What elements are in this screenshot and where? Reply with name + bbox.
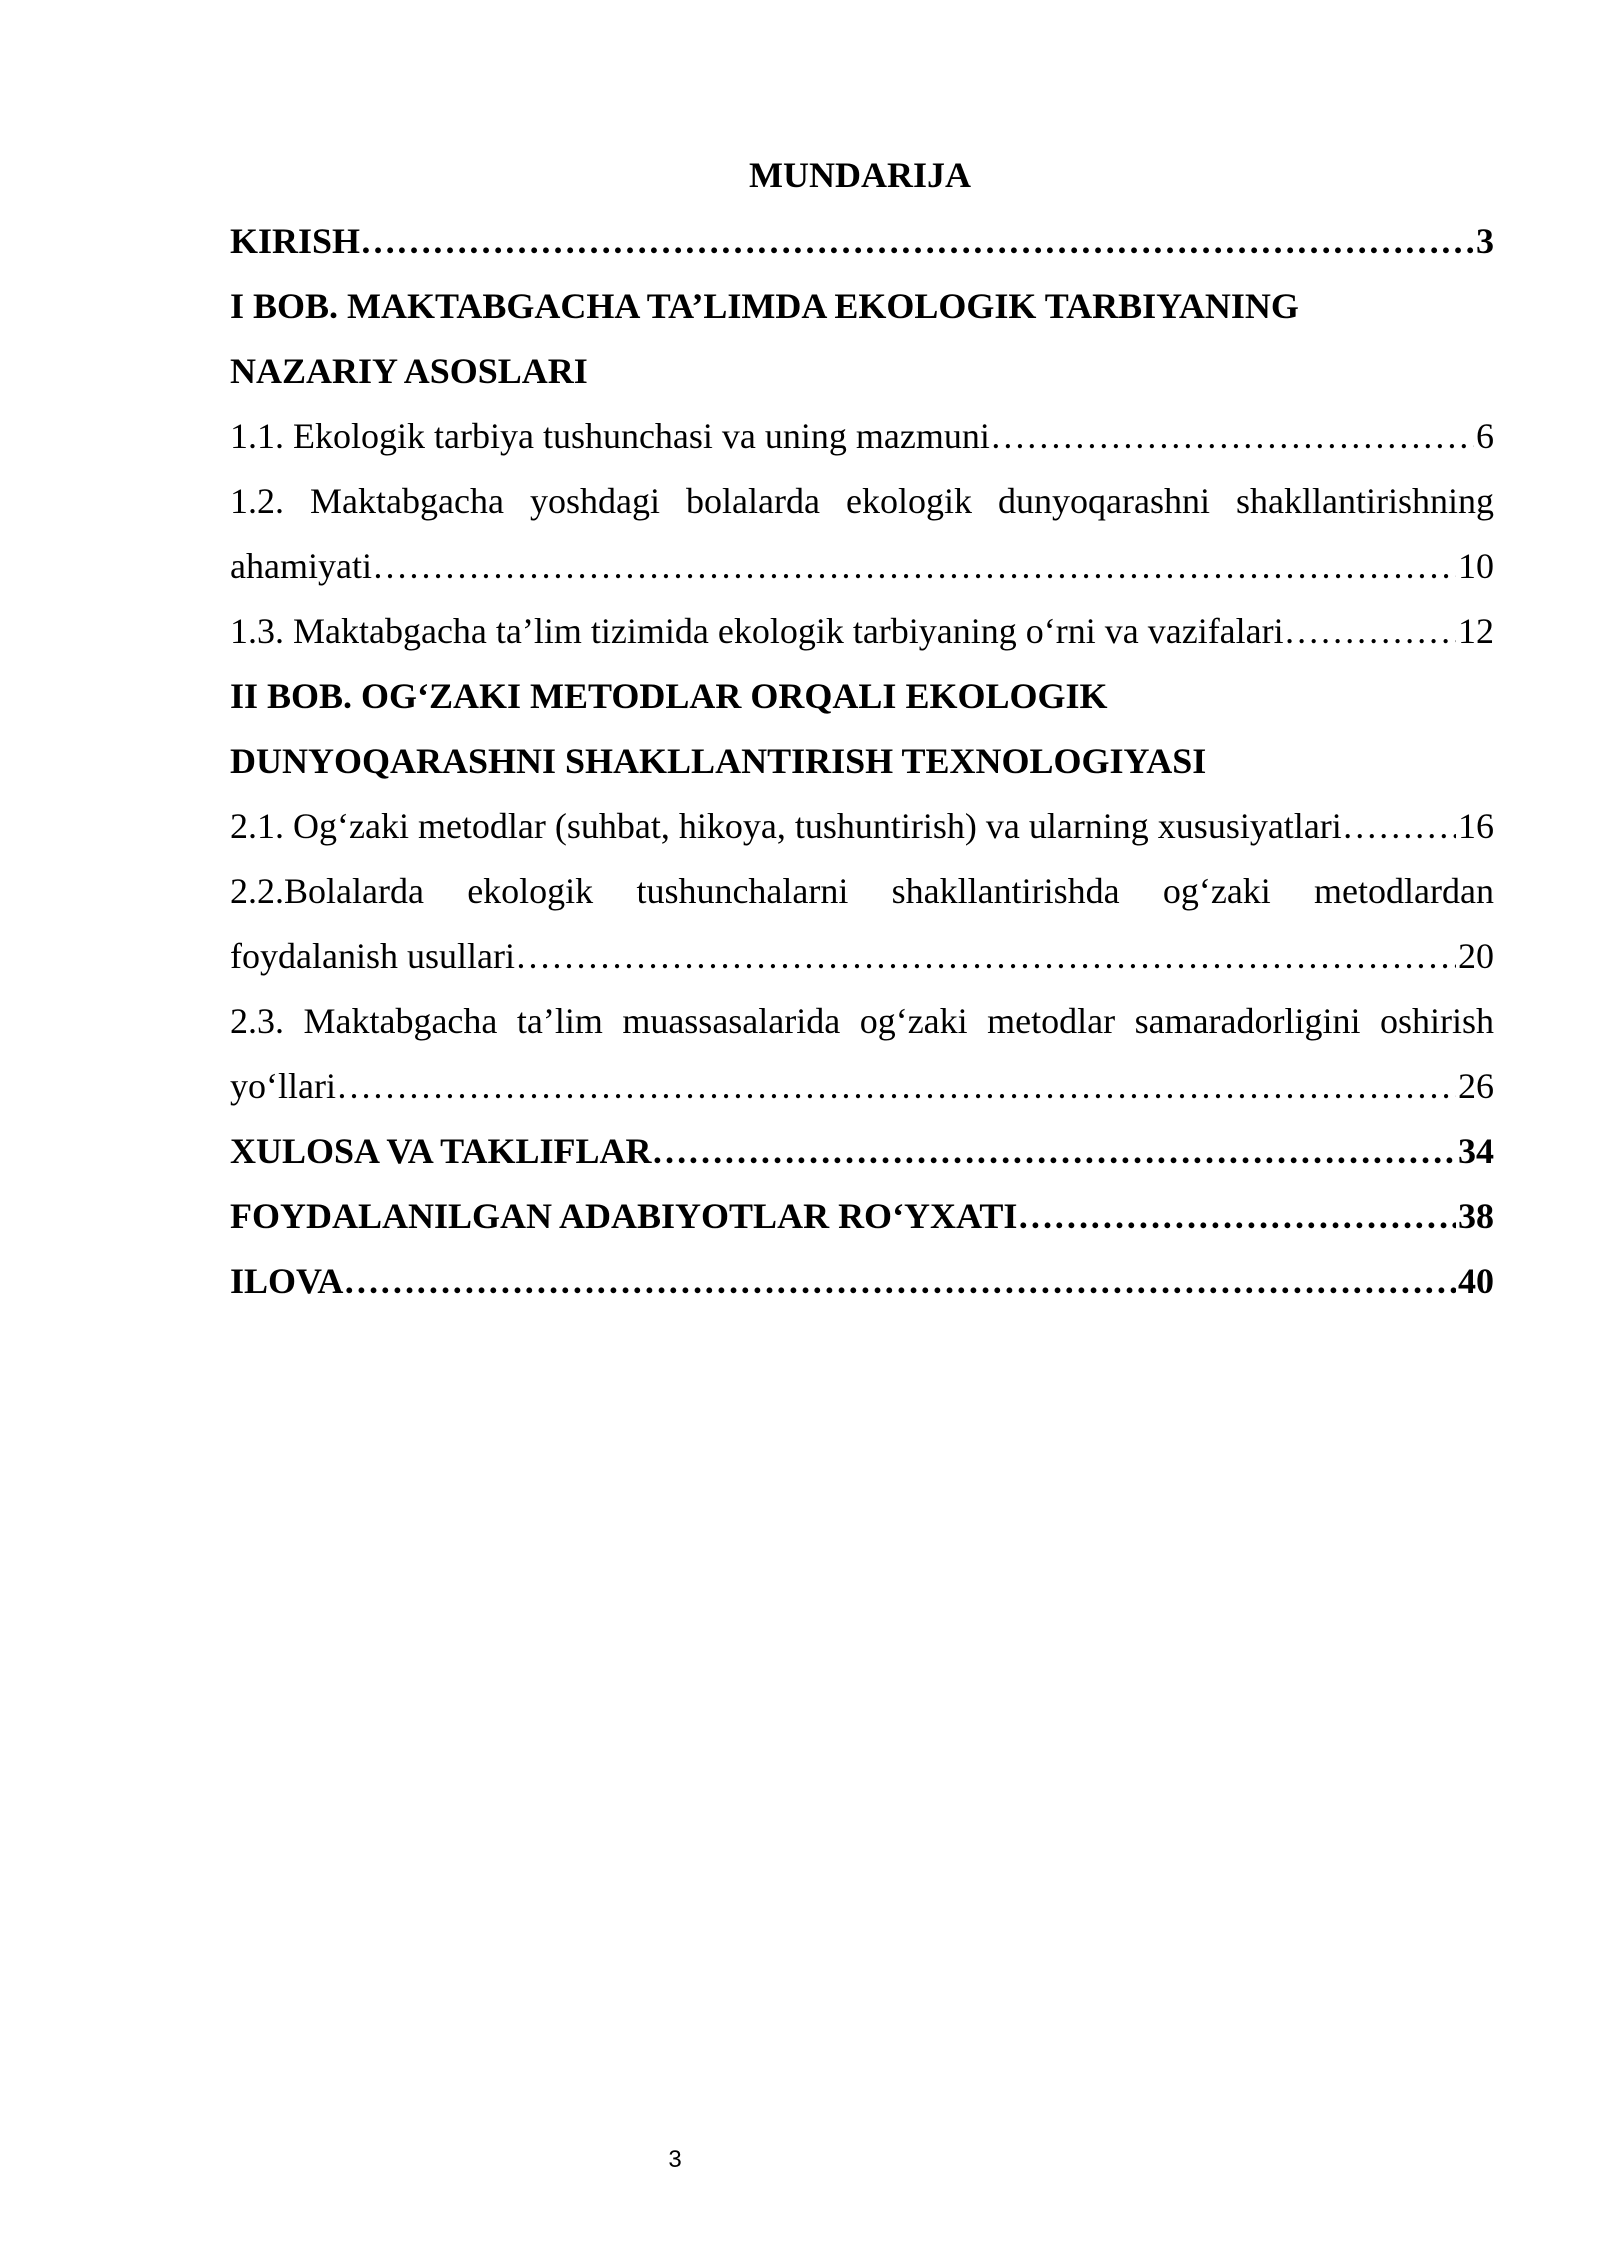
toc-entry-text: 2.1. Og‘zaki metodlar (suhbat, hikoya, tushuntirish) va ularning xususiyatlari — [230, 806, 1342, 846]
toc-entry-text: 1.1. Ekologik tarbiya tushunchasi va uning mazmuni — [230, 416, 990, 456]
table-of-contents — [230, 216, 1494, 1321]
toc-entry-text: foydalanish usullari — [230, 936, 515, 976]
toc-entry-text: ILOVA — [230, 1261, 344, 1301]
dot-leader — [1017, 1191, 1456, 1241]
toc-entry-2-2-line2 — [230, 931, 1494, 996]
dot-leader — [343, 1256, 1456, 1306]
dot-leader — [515, 931, 1456, 981]
dot-leader — [336, 1061, 1456, 1111]
toc-entry-2-2-line1: 2.2.Bolalarda ekologik tushunchalarni shakllantirishda og‘zaki metodlardan — [230, 871, 1494, 911]
dot-leader — [990, 411, 1474, 461]
toc-entry-text: yo‘llari — [230, 1066, 336, 1106]
toc-entry-page: 16 — [1458, 806, 1494, 846]
dot-leader — [1342, 801, 1456, 851]
toc-entry-page: 10 — [1458, 546, 1494, 586]
toc-entry-text: 1.3. Maktabgacha ta’lim tizimida ekologik tarbiyaning o‘rni va vazifalari — [230, 611, 1284, 651]
dot-leader — [372, 541, 1456, 591]
toc-chapter-1-heading-cont: NAZARIY ASOSLARI — [230, 351, 588, 391]
toc-chapter-2-heading: II BOB. OG‘ZAKI METODLAR ORQALI EKOLOGIK — [230, 676, 1108, 716]
toc-entry-page: 3 — [1476, 221, 1494, 261]
toc-entry-2-3-line2 — [230, 1061, 1494, 1126]
toc-entry-xulosa — [230, 1126, 1494, 1191]
toc-entry-adabiyotlar — [230, 1191, 1494, 1256]
toc-chapter-2-heading-cont: DUNYOQARASHNI SHAKLLANTIRISH TEXNOLOGIYASI — [230, 741, 1207, 781]
toc-entry-2-3-line1: 2.3. Maktabgacha ta’lim muassasalarida og‘zaki metodlar samaradorligini oshirish — [230, 1001, 1494, 1041]
toc-entry-page: 40 — [1458, 1261, 1494, 1301]
toc-entry-page: 6 — [1476, 416, 1494, 456]
toc-entry-text: FOYDALANILGAN ADABIYOTLAR RO‘YXATI — [230, 1196, 1018, 1236]
toc-chapter-1-heading: I BOB. MAKTABGACHA TA’LIMDA EKOLOGIK TARBIYANING — [230, 286, 1299, 326]
toc-entry-text: XULOSA VA TAKLIFLAR — [230, 1131, 652, 1171]
page-title: MUNDARIJA — [749, 155, 971, 195]
toc-entry-1-2-line2 — [230, 541, 1494, 606]
toc-entry-page: 26 — [1458, 1066, 1494, 1106]
toc-entry-1-3 — [230, 606, 1494, 671]
dot-leader — [1284, 606, 1456, 656]
toc-entry-page: 12 — [1458, 611, 1494, 651]
toc-entry-kirish — [230, 216, 1494, 281]
toc-entry-ilova — [230, 1256, 1494, 1321]
toc-entry-1-2-line1: 1.2. Maktabgacha yoshdagi bolalarda ekologik dunyoqarashni shakllantirishning — [230, 481, 1494, 521]
toc-entry-page: 20 — [1458, 936, 1494, 976]
toc-entry-page: 38 — [1458, 1196, 1494, 1236]
toc-entry-text: KIRISH — [230, 221, 361, 261]
toc-entry-1-1 — [230, 411, 1494, 476]
toc-entry-page: 34 — [1458, 1131, 1494, 1171]
page-number: 3 — [668, 2146, 682, 2173]
toc-entry-text: ahamiyati — [230, 546, 372, 586]
dot-leader — [360, 216, 1474, 266]
dot-leader — [651, 1126, 1456, 1176]
toc-entry-2-1 — [230, 801, 1494, 866]
